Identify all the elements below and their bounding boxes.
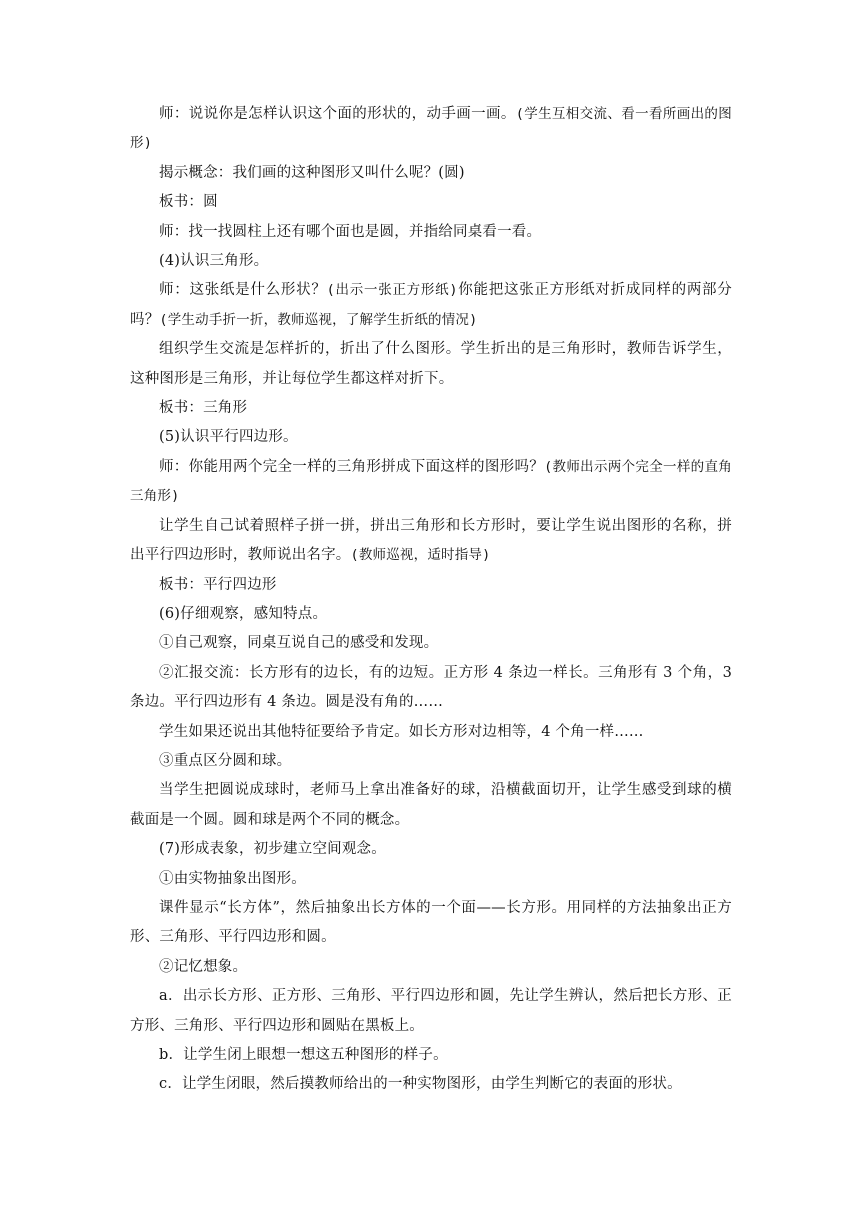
paragraph bbox=[130, 188, 732, 217]
paragraph-text: a．出示长方形、正方形、三角形、平行四边形和圆，先让学生辨认，然后把长方形、正方形、三角形、平行四边形和圆贴在黑板上。 bbox=[130, 988, 732, 1034]
paragraph bbox=[130, 100, 732, 159]
paragraph-text: 让学生自己试着照样子拼一拼，拼出三角形和长方形时，要让学生说出图形的名称，拼出平行四边形时，教师说出名字。 bbox=[130, 517, 732, 564]
paragraph-text: ①自己观察，同桌互说自己的感受和发现。 bbox=[159, 635, 439, 652]
paragraph-text: (5)认识平行四边形。 bbox=[159, 429, 298, 446]
paragraph bbox=[130, 629, 732, 658]
paragraph-note: (教师巡视，适时指导) bbox=[350, 547, 491, 564]
paragraph bbox=[130, 276, 732, 335]
paragraph-text: ②汇报交流：长方形有的边长，有的边短。正方形 4 条边一样长。三角形有 3 个角，3 条边。平行四边形有 4 条边。圆是没有角的…… bbox=[130, 664, 732, 711]
document-body bbox=[130, 100, 732, 1100]
paragraph bbox=[130, 423, 732, 452]
paragraph bbox=[130, 394, 732, 423]
paragraph-text-continued: 你能把这张正方形纸对折成同样的两部分吗？ bbox=[130, 282, 732, 328]
paragraph-text: 组织学生交流是怎样折的，折出了什么图形。学生折出的是三角形时，教师告诉学生，这种图形是三角形，并让每位学生都这样对折下。 bbox=[130, 341, 732, 387]
paragraph-text: (6)仔细观察，感知特点。 bbox=[159, 605, 328, 622]
paragraph bbox=[130, 776, 732, 835]
paragraph bbox=[130, 894, 732, 953]
paragraph-text: 板书：圆 bbox=[159, 194, 218, 211]
paragraph bbox=[130, 335, 732, 394]
paragraph-text: ③重点区分圆和球。 bbox=[159, 752, 292, 769]
paragraph-text: 课件显示“长方体”，然后抽象出长方体的一个面——长方形。用同样的方法抽象出正方形、三角形、平行四边形和圆。 bbox=[130, 899, 732, 946]
paragraph-text: (7)形成表象，初步建立空间观念。 bbox=[159, 841, 386, 858]
paragraph bbox=[130, 571, 732, 600]
paragraph-text: 师：这张纸是什么形状？ bbox=[159, 282, 327, 299]
paragraph-note: (出示一张正方形纸) bbox=[326, 282, 458, 299]
paragraph bbox=[130, 982, 732, 1041]
paragraph bbox=[130, 747, 732, 776]
paragraph bbox=[130, 247, 732, 276]
paragraph bbox=[130, 218, 732, 247]
paragraph bbox=[130, 718, 732, 747]
paragraph bbox=[130, 1041, 732, 1070]
paragraph bbox=[130, 1070, 732, 1099]
paragraph-text: ①由实物抽象出图形。 bbox=[159, 870, 306, 887]
paragraph bbox=[130, 600, 732, 629]
paragraph-note: (学生互相交流、看一看所画出的图形) bbox=[130, 106, 732, 152]
paragraph-note-second: (学生动手折一折，教师巡视，了解学生折纸的情况) bbox=[159, 311, 478, 328]
paragraph bbox=[130, 453, 732, 512]
paragraph-text: 师：找一找圆柱上还有哪个面也是圆，并指给同桌看一看。 bbox=[159, 223, 542, 240]
paragraph-note: (教师出示两个完全一样的直角三角形) bbox=[130, 458, 732, 505]
paragraph-text: 揭示概念：我们画的这种图形又叫什么呢？(圆) bbox=[159, 164, 465, 181]
paragraph bbox=[130, 659, 732, 718]
paragraph bbox=[130, 953, 732, 982]
paragraph bbox=[130, 835, 732, 864]
paragraph-text: b．让学生闭上眼想一想这五种图形的样子。 bbox=[159, 1047, 448, 1063]
paragraph-text: ②记忆想象。 bbox=[159, 958, 248, 975]
paragraph-text: 板书：三角形 bbox=[159, 400, 248, 417]
paragraph-text: 板书：平行四边形 bbox=[159, 576, 277, 593]
paragraph-text: 当学生把圆说成球时，老师马上拿出准备好的球，沿横截面切开，让学生感受到球的横截面是一个圆。圆和球是两个不同的概念。 bbox=[130, 782, 732, 828]
paragraph-text: 师：说说你是怎样认识这个面的形状的，动手画一画。 bbox=[159, 106, 516, 122]
paragraph-text: 师：你能用两个完全一样的三角形拼成下面这样的图形吗？ bbox=[159, 458, 545, 475]
paragraph-text: (4)认识三角形。 bbox=[159, 253, 269, 270]
paragraph bbox=[130, 865, 732, 894]
paragraph bbox=[130, 512, 732, 571]
paragraph-text: c．让学生闭眼，然后摸教师给出的一种实物图形，由学生判断它的表面的形状。 bbox=[159, 1076, 682, 1093]
paragraph bbox=[130, 159, 732, 188]
paragraph-text: 学生如果还说出其他特征要给予肯定。如长方形对边相等，4 个角一样…… bbox=[159, 723, 644, 740]
